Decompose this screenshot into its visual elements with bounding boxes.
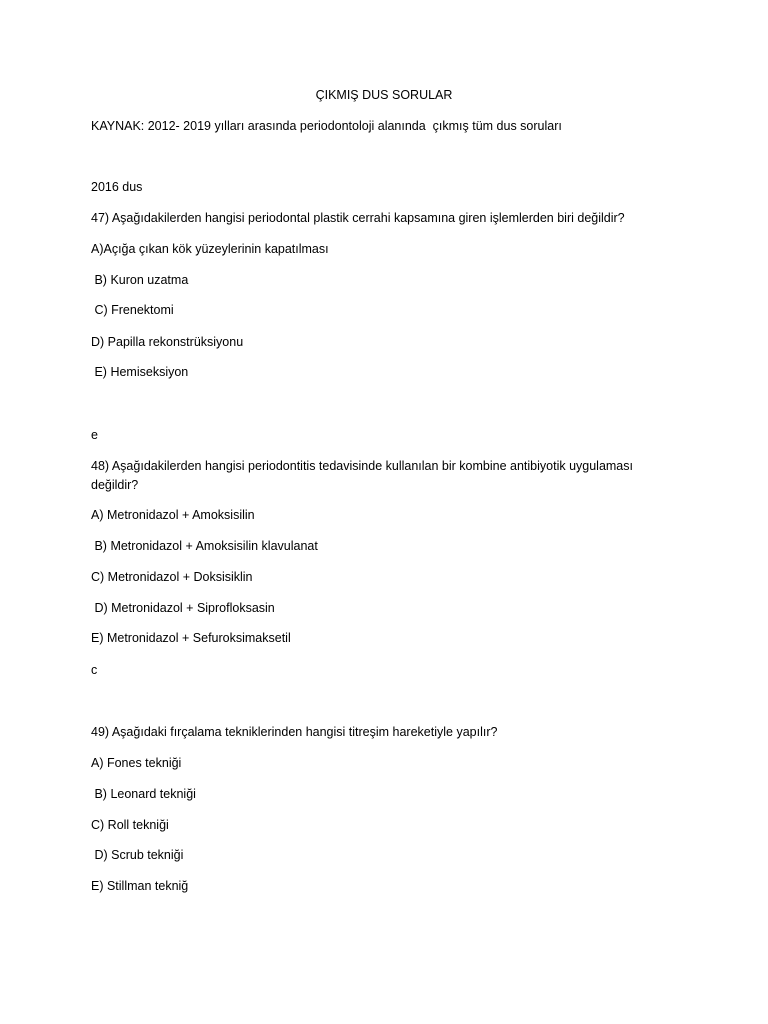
question-47: 47) Aşağıdakilerden hangisi periodontal plastik cerrahi kapsamına giren işlemlerden biri değildir? <box>91 211 625 225</box>
q49-option-e: E) Stillman tekniğ <box>91 879 189 893</box>
q47-option-c: C) Frenektomi <box>91 303 174 317</box>
q47-option-a: A)Açığa çıkan kök yüzeylerinin kapatılması <box>91 242 329 256</box>
q49-option-d: D) Scrub tekniği <box>91 848 184 862</box>
q48-option-c: C) Metronidazol + Doksisiklin <box>91 570 253 584</box>
q48-option-a: A) Metronidazol + Amoksisilin <box>91 508 255 522</box>
document-title: ÇIKMIŞ DUS SORULAR <box>315 88 453 102</box>
q47-option-d: D) Papilla rekonstrüksiyonu <box>91 335 244 349</box>
q48-option-d: D) Metronidazol + Siprofloksasin <box>91 601 275 615</box>
year-heading: 2016 dus <box>91 180 143 194</box>
q49-option-b: B) Leonard tekniği <box>91 787 196 801</box>
question-48: 48) Aşağıdakilerden hangisi periodontitis tedavisinde kullanılan bir kombine antibiyotik uygulaması değildir? <box>91 459 633 492</box>
q47-option-e: E) Hemiseksiyon <box>91 365 189 379</box>
q48-answer: c <box>91 663 98 677</box>
q49-option-c: C) Roll tekniği <box>91 818 169 832</box>
q49-option-a: A) Fones tekniği <box>91 756 182 770</box>
source-line: KAYNAK: 2012- 2019 yılları arasında periodontoloji alanında çıkmış tüm dus soruları <box>91 119 562 133</box>
q47-option-b: B) Kuron uzatma <box>91 273 189 287</box>
q47-answer: e <box>91 428 98 442</box>
q48-option-b: B) Metronidazol + Amoksisilin klavulanat <box>91 539 318 553</box>
question-49: 49) Aşağıdaki fırçalama tekniklerinden hangisi titreşim hareketiyle yapılır? <box>91 725 498 739</box>
q48-option-e: E) Metronidazol + Sefuroksimaksetil <box>91 631 291 645</box>
